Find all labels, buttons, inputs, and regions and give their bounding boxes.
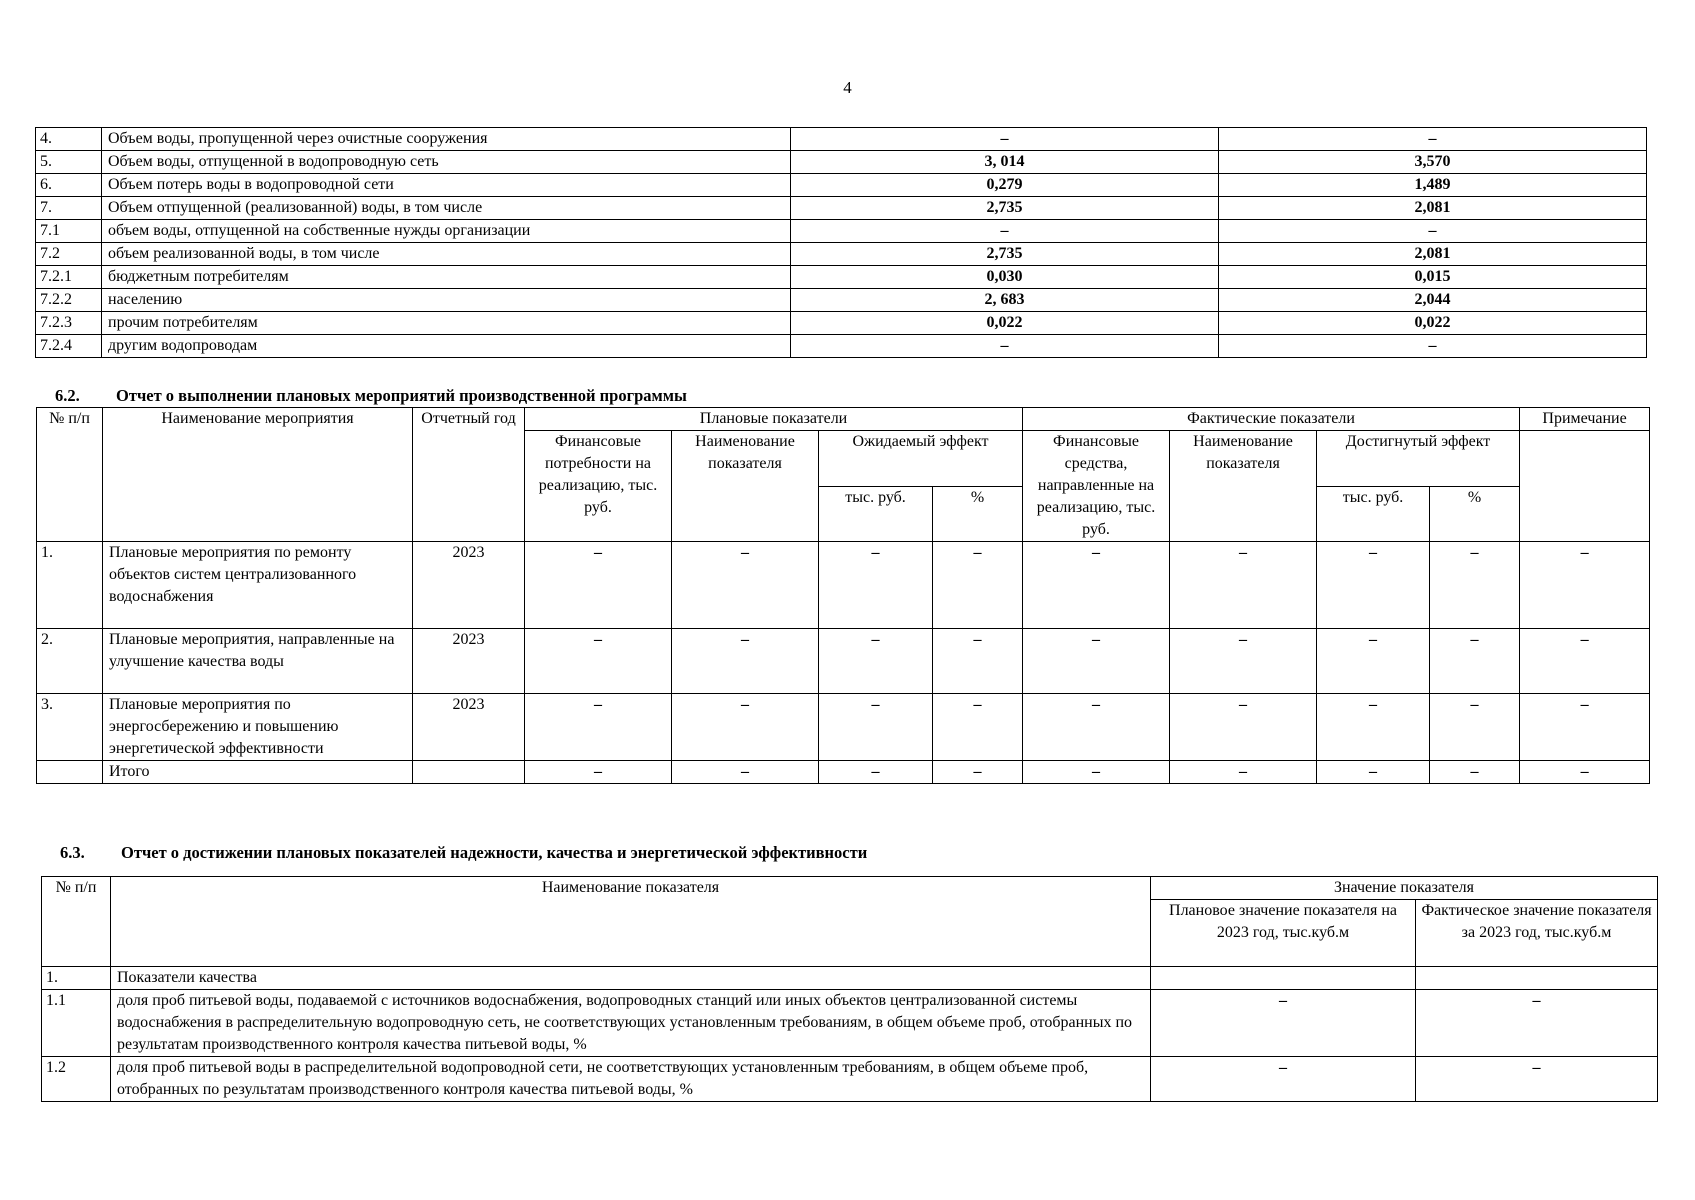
activity-name: Плановые мероприятия по энергосбережению и повышению энергетической эффективности [103,694,413,761]
plan-value: 0,022 [791,312,1219,335]
header-plan-thous-rub: тыс. руб. [819,486,933,542]
dash-value: – [933,542,1023,629]
row-name: бюджетным потребителям [102,266,791,289]
table-row [37,542,1650,629]
header-fact-indicator: Наименование показателя [1170,431,1317,542]
plan-value: 3, 014 [791,151,1219,174]
row-number: 3. [37,694,103,761]
row-number: 7.1 [36,220,102,243]
header-plan-percent: % [933,486,1023,542]
report-year: 2023 [413,629,525,694]
plan-value: – [791,335,1219,358]
row-number: 2. [37,629,103,694]
total-label: Итого [103,761,413,784]
header-report-year: Отчетный год [413,408,525,542]
header-fact-finance: Финансовые средства, направленные на реализацию, тыс. руб. [1023,431,1170,542]
table-row [36,312,1647,335]
header-fact-percent: % [1430,486,1520,542]
dash-value: – [1023,694,1170,761]
dash-value: – [672,629,819,694]
row-number: 7.2 [36,243,102,266]
table-row [36,243,1647,266]
dash-value: – [1430,761,1520,784]
row-name: Объем отпущенной (реализованной) воды, в том числе [102,197,791,220]
row-number: 4. [36,128,102,151]
table-row [37,629,1650,694]
dash-value: – [525,694,672,761]
header-num: № п/п [37,408,103,542]
dash-value: – [1023,761,1170,784]
table-row [36,266,1647,289]
empty-cell [37,761,103,784]
row-number: 5. [36,151,102,174]
dash-value: – [933,629,1023,694]
fact-value: 2,081 [1219,197,1647,220]
header-plan-finance: Финансовые потребности на реализацию, тыс. руб. [525,431,672,542]
dash-value: – [933,694,1023,761]
row-name: Объем потерь воды в водопроводной сети [102,174,791,197]
dash-value: – [1170,629,1317,694]
row-number: 1. [37,542,103,629]
plan-value: 0,279 [791,174,1219,197]
report-year: 2023 [413,694,525,761]
empty-cell [413,761,525,784]
row-number: 7.2.1 [36,266,102,289]
dash-value: – [1317,761,1430,784]
plan-value: – [791,220,1219,243]
header-note-empty [1520,431,1650,542]
fact-value: – [1416,990,1658,1057]
fact-value [1416,967,1658,990]
table-row [36,335,1647,358]
dash-value: – [672,761,819,784]
dash-value: – [1430,542,1520,629]
plan-value: 2,735 [791,243,1219,266]
dash-value: – [1170,694,1317,761]
row-number: 7. [36,197,102,220]
header-fact-value: Фактическое значение показателя за 2023 год, тыс.куб.м [1416,900,1658,967]
dash-value: – [819,542,933,629]
dash-value: – [1430,629,1520,694]
dash-value: – [1520,694,1650,761]
row-name: Объем воды, пропущенной через очистные сооружения [102,128,791,151]
fact-value: 0,015 [1219,266,1647,289]
dash-value: – [1430,694,1520,761]
fact-value: – [1219,335,1647,358]
total-row [37,761,1650,784]
section-title: Отчет о достижении плановых показателей надежности, качества и энергетической эффективности [121,843,868,862]
header-plan-group: Плановые показатели [525,408,1023,431]
dash-value: – [525,542,672,629]
dash-value: – [1520,542,1650,629]
report-year: 2023 [413,542,525,629]
dash-value: – [672,694,819,761]
header-activity-name: Наименование мероприятия [103,408,413,542]
table-row [42,967,1658,990]
row-number: 1.1 [42,990,111,1057]
header-indicator-name: Наименование показателя [111,877,1151,967]
dash-value: – [1170,761,1317,784]
plan-value: 0,030 [791,266,1219,289]
header-value-group: Значение показателя [1151,877,1658,900]
activity-name: Плановые мероприятия по ремонту объектов систем централизованного водоснабжения [103,542,413,629]
dash-value: – [1520,629,1650,694]
row-name: другим водопроводам [102,335,791,358]
table-row [36,128,1647,151]
quality-indicators-table [41,876,1658,1102]
dash-value: – [525,629,672,694]
header-fact-effect: Достигнутый эффект [1317,431,1520,487]
header-plan-indicator: Наименование показателя [672,431,819,542]
activity-name: Плановые мероприятия, направленные на улучшение качества воды [103,629,413,694]
table-row [36,220,1647,243]
header-fact-group: Фактические показатели [1023,408,1520,431]
section-title: Отчет о выполнении плановых мероприятий производственной программы [116,386,687,405]
plan-value: – [1151,990,1416,1057]
header-num: № п/п [42,877,111,967]
section-number: 6.2. [55,386,80,405]
indicator-name: Показатели качества [111,967,1151,990]
indicator-name: доля проб питьевой воды в распределительной водопроводной сети, не соответствующих установленным требованиям, в общем объеме проб, отобранных по результатам производственного контроля качества питьевой воды, % [111,1057,1151,1102]
header-note: Примечание [1520,408,1650,431]
fact-value: – [1219,220,1647,243]
dash-value: – [1520,761,1650,784]
dash-value: – [1023,542,1170,629]
page-number: 4 [843,78,852,97]
table-row [36,197,1647,220]
table-row [36,289,1647,312]
dash-value: – [1170,542,1317,629]
fact-value: – [1219,128,1647,151]
section-6-3-heading [60,843,867,863]
plan-value: – [791,128,1219,151]
dash-value: – [819,694,933,761]
fact-value: 2,081 [1219,243,1647,266]
row-number: 1.2 [42,1057,111,1102]
section-6-2-heading [55,386,687,406]
row-number: 7.2.2 [36,289,102,312]
dash-value: – [672,542,819,629]
fact-value: 1,489 [1219,174,1647,197]
row-name: населению [102,289,791,312]
indicator-name: доля проб питьевой воды, подаваемой с источников водоснабжения, водопроводных станций или иных объектов централизованной системы водоснабжения в распределительную водопроводную сеть, не соответствующих установленным требованиям, в общем объеме проб, отобранных по результатам производственного контроля качества питьевой воды, % [111,990,1151,1057]
table-row [37,694,1650,761]
table-row [36,151,1647,174]
water-balance-table [35,127,1647,358]
fact-value: 2,044 [1219,289,1647,312]
table-row [42,990,1658,1057]
dash-value: – [819,629,933,694]
plan-value: 2,735 [791,197,1219,220]
plan-value: – [1151,1057,1416,1102]
dash-value: – [933,761,1023,784]
table-row [36,174,1647,197]
plan-value: 2, 683 [791,289,1219,312]
dash-value: – [1023,629,1170,694]
row-name: прочим потребителям [102,312,791,335]
row-number: 7.2.4 [36,335,102,358]
section-number: 6.3. [60,843,85,862]
row-number: 1. [42,967,111,990]
dash-value: – [819,761,933,784]
plan-value [1151,967,1416,990]
dash-value: – [1317,542,1430,629]
row-name: объем реализованной воды, в том числе [102,243,791,266]
planned-activities-table [36,407,1650,784]
header-plan-effect: Ожидаемый эффект [819,431,1023,487]
fact-value: 3,570 [1219,151,1647,174]
fact-value: 0,022 [1219,312,1647,335]
row-name: Объем воды, отпущенной в водопроводную сеть [102,151,791,174]
row-number: 6. [36,174,102,197]
header-plan-value: Плановое значение показателя на 2023 год, тыс.куб.м [1151,900,1416,967]
row-number: 7.2.3 [36,312,102,335]
fact-value: – [1416,1057,1658,1102]
dash-value: – [1317,629,1430,694]
dash-value: – [525,761,672,784]
dash-value: – [1317,694,1430,761]
header-fact-thous-rub: тыс. руб. [1317,486,1430,542]
table-row [42,1057,1658,1102]
row-name: объем воды, отпущенной на собственные нужды организации [102,220,791,243]
